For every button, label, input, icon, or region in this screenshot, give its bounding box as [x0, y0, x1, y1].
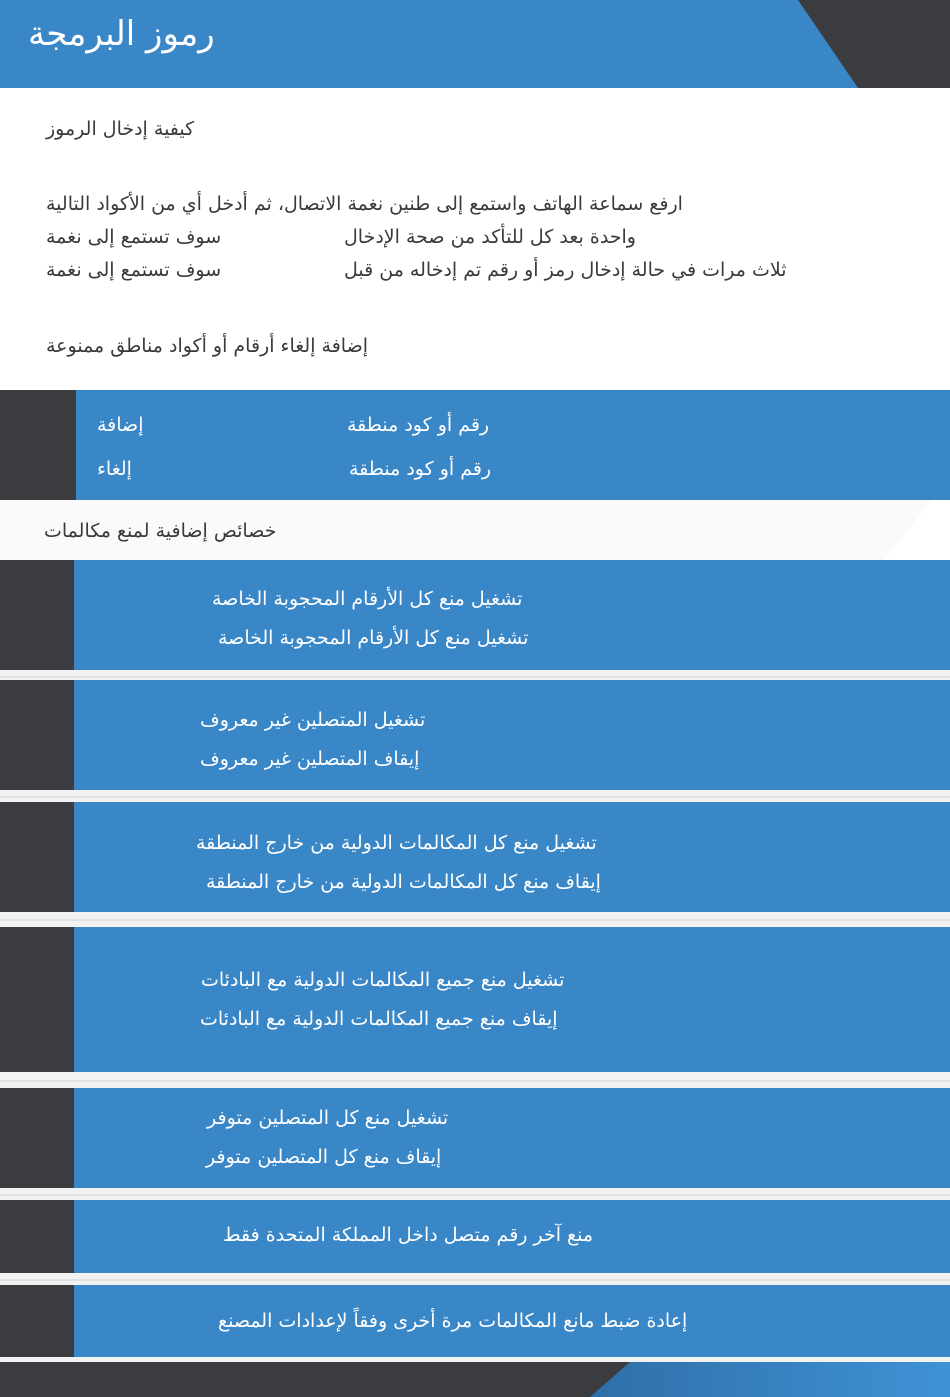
instructions-line-3-detail: ثلاث مرات في حالة إدخال رمز أو رقم تم إدخاله من قبل — [344, 259, 787, 281]
instructions-line-2-tone: سوف تستمع إلى نغمة — [46, 226, 222, 248]
instructions-line-1: ارفع سماعة الهاتف واستمع إلى طنين نغمة الاتصال، ثم أدخل أي من الأكواد التالية — [46, 193, 683, 215]
page-title: رموز البرمجة — [28, 14, 215, 54]
add-cancel-heading: إضافة إلغاء أرقام أو أكواد مناطق ممنوعة — [46, 335, 368, 357]
features-heading: خصائص إضافية لمنع مكالمات — [44, 520, 277, 542]
feature-line: إيقاف المتصلين غير معروف — [200, 748, 420, 770]
footer-bar — [0, 1362, 950, 1397]
cancel-label: إلغاء — [97, 458, 132, 480]
feature-line: تشغيل منع كل الأرقام المحجوبة الخاصة — [218, 627, 529, 649]
instructions-line-2-detail: واحدة بعد كل للتأكد من صحة الإدخال — [344, 226, 636, 248]
feature-line: إيقاف منع كل المتصلين متوفر — [206, 1146, 442, 1168]
feature-line: تشغيل منع جميع المكالمات الدولية مع البادئات — [201, 969, 565, 991]
add-label: إضافة — [97, 414, 144, 436]
feature-line: إيقاف منع كل المكالمات الدولية من خارج المنطقة — [206, 871, 601, 893]
instructions-line-3-tone: سوف تستمع إلى نغمة — [46, 259, 222, 281]
add-description: رقم أو كود منطقة — [347, 414, 490, 436]
feature-line: تشغيل المتصلين غير معروف — [200, 709, 426, 731]
feature-line: تشغيل منع كل المكالمات الدولية من خارج المنطقة — [196, 832, 597, 854]
feature-block-international-out-of-area — [74, 802, 950, 912]
instructions-heading: كيفية إدخال الرموز — [46, 118, 195, 140]
footer-accent — [590, 1362, 950, 1397]
feature-line: منع آخر رقم متصل داخل المملكة المتحدة فقط — [223, 1224, 594, 1246]
add-cancel-block — [76, 390, 950, 500]
feature-line: تشغيل منع كل المتصلين متوفر — [207, 1107, 449, 1129]
feature-line: تشغيل منع كل الأرقام المحجوبة الخاصة — [212, 588, 523, 610]
cancel-description: رقم أو كود منطقة — [349, 458, 492, 480]
feature-line: إيقاف منع جميع المكالمات الدولية مع البادئات — [200, 1008, 558, 1030]
feature-block-international-prefixes — [74, 927, 950, 1072]
feature-line: إعادة ضبط مانع المكالمات مرة أخرى وفقاً لإعدادات المصنع — [218, 1310, 688, 1332]
feature-block-available-callers — [74, 1088, 950, 1188]
header-banner — [0, 0, 950, 88]
feature-block-private-numbers — [74, 560, 950, 670]
section-side-bar — [0, 390, 76, 500]
header-accent — [858, 0, 950, 88]
feature-block-unknown-callers — [74, 680, 950, 790]
